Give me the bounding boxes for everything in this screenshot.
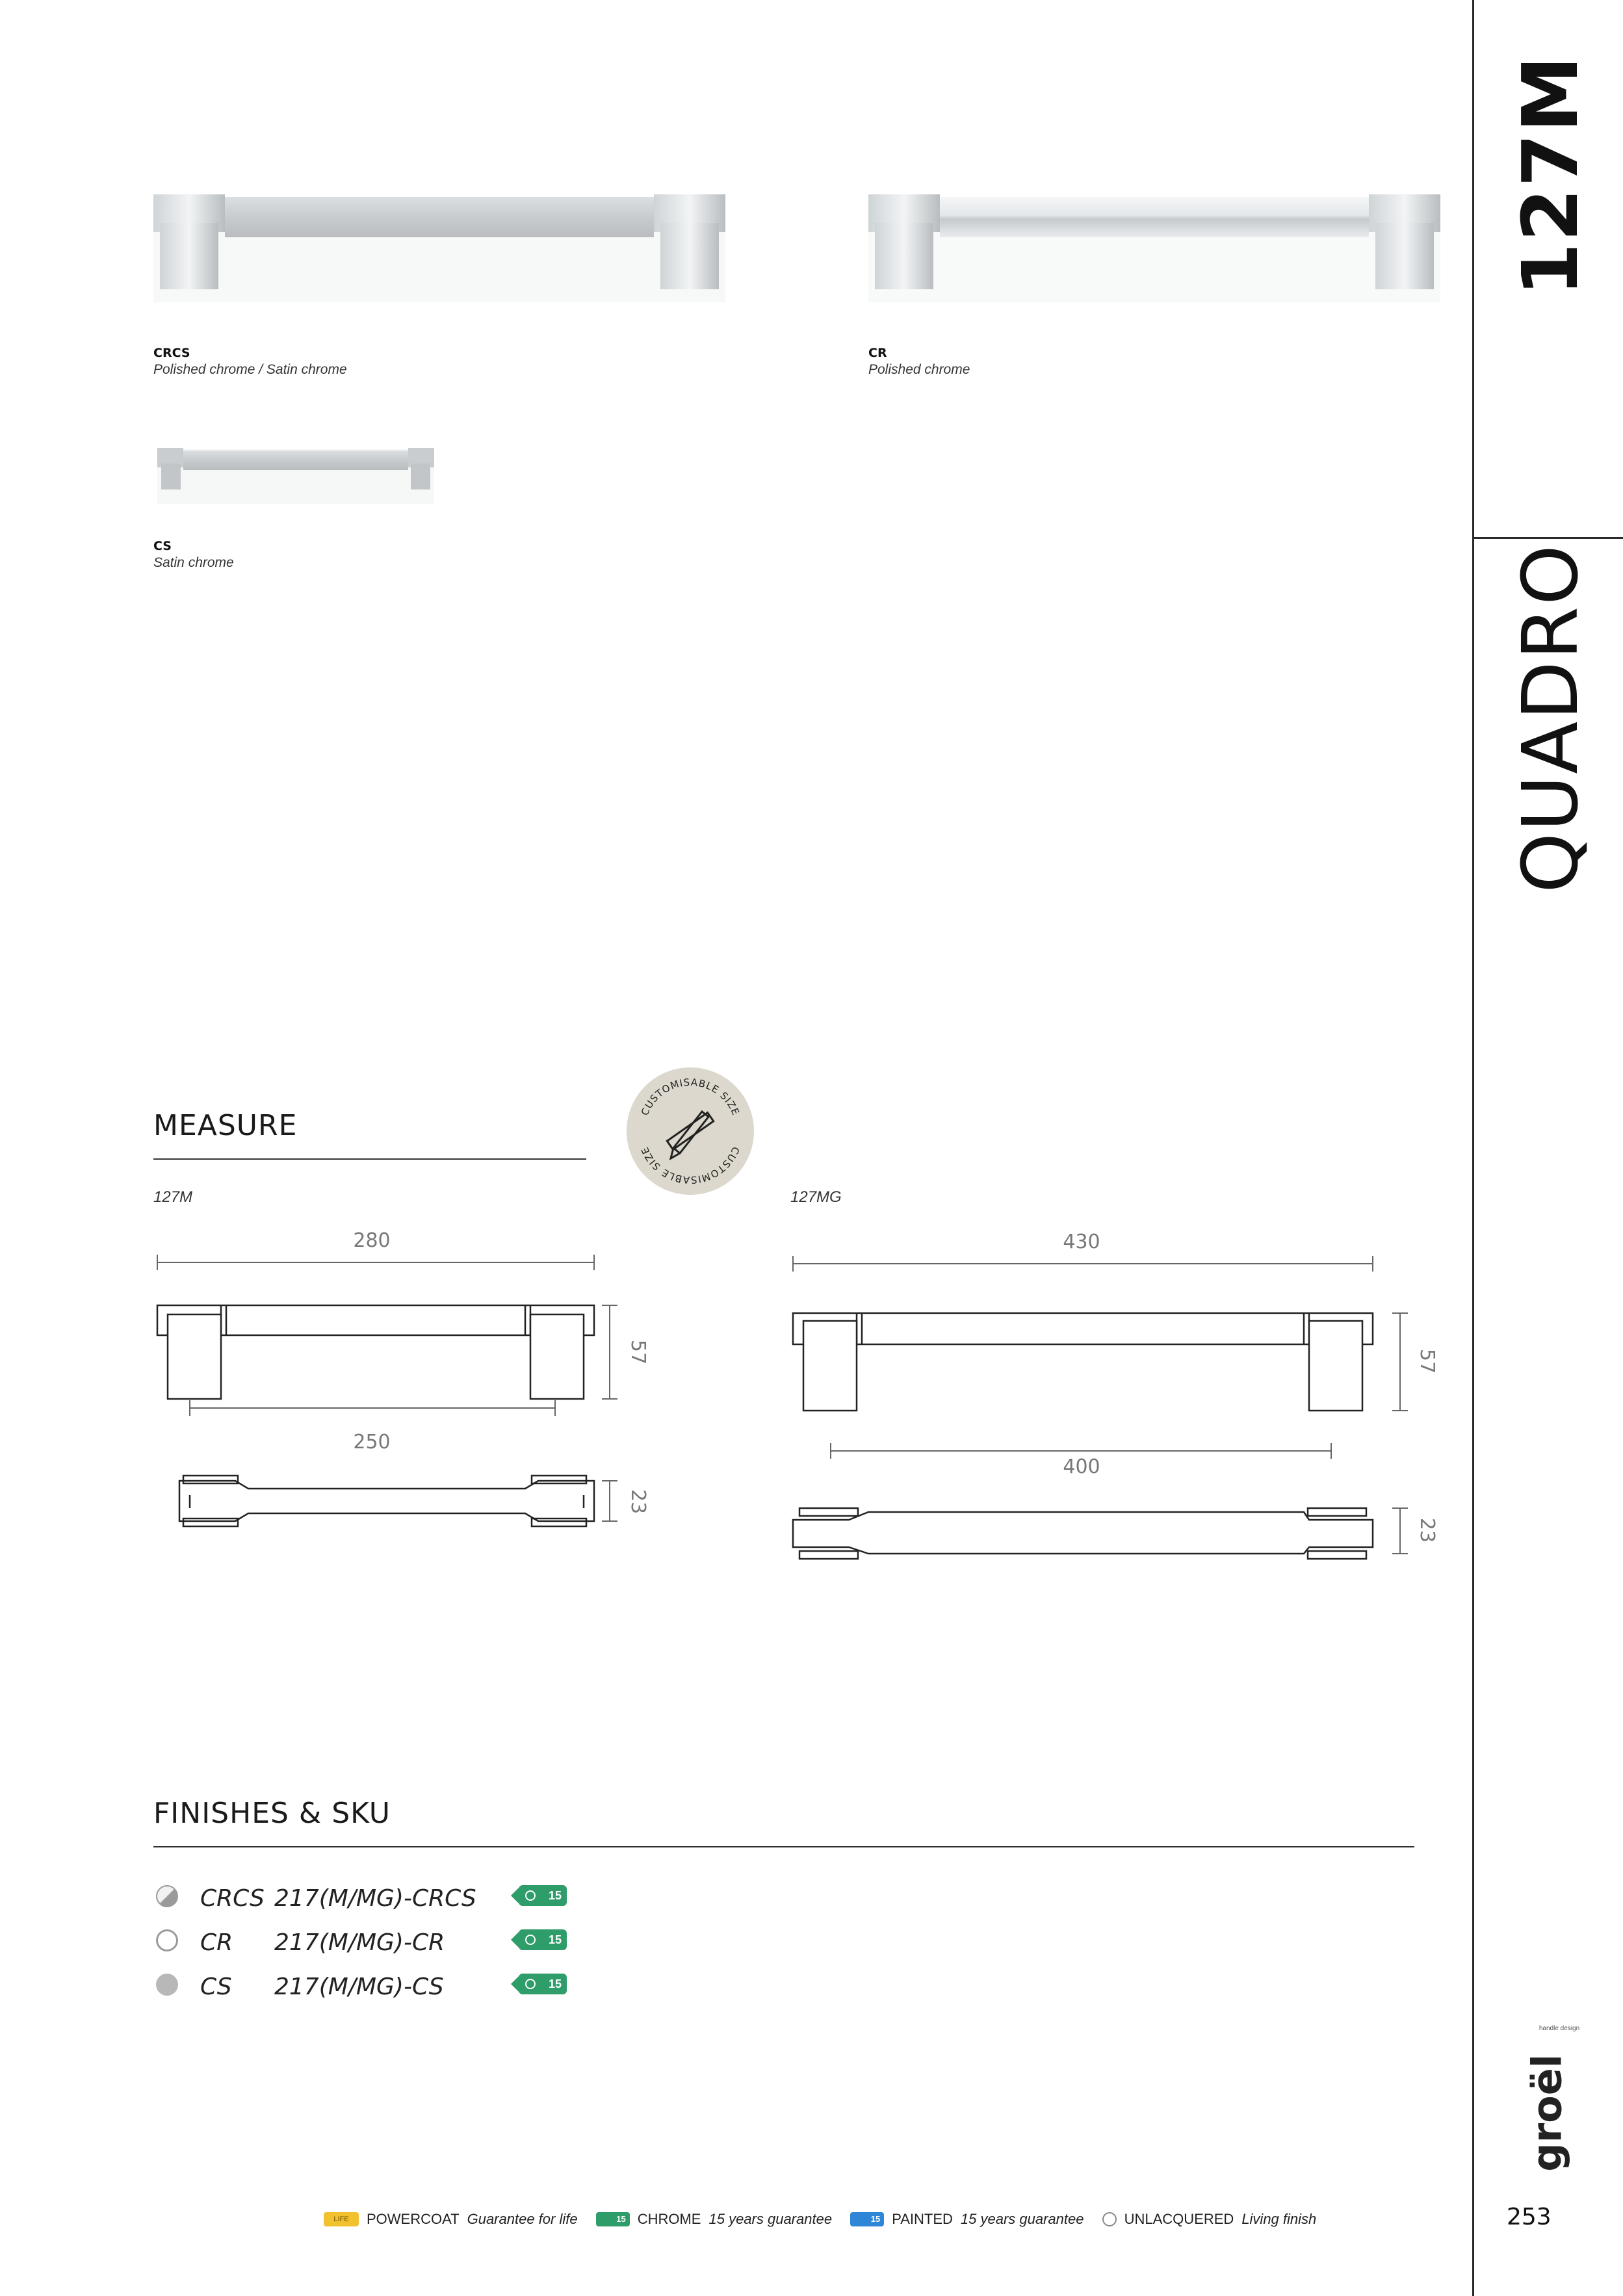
product-image-cr bbox=[868, 185, 1440, 302]
product-finish: Satin chrome bbox=[153, 555, 234, 570]
gear-icon bbox=[525, 1890, 536, 1901]
technical-drawing-127m bbox=[153, 1222, 660, 1537]
gear-icon bbox=[525, 1979, 536, 1989]
dim-depth-127mg: 23 bbox=[1416, 1517, 1438, 1543]
drawing-label-127m: 127M bbox=[153, 1188, 193, 1206]
measure-title: MEASURE bbox=[153, 1109, 298, 1142]
finish-sku: 217(M/MG)-CS bbox=[274, 1974, 444, 2000]
dim-centers-127mg: 400 bbox=[1063, 1455, 1100, 1478]
product-code: CRCS bbox=[153, 346, 190, 360]
product-image-crcs bbox=[153, 185, 725, 302]
dim-height-127mg: 57 bbox=[1416, 1348, 1438, 1374]
legend-note: Living finish bbox=[1241, 2211, 1317, 2228]
page-number: 253 bbox=[1507, 2204, 1552, 2230]
legend-note: Guarantee for life bbox=[467, 2211, 578, 2228]
brand-logo bbox=[1523, 2008, 1580, 2172]
product-caption-cr bbox=[868, 345, 970, 378]
product-finish: Polished chrome / Satin chrome bbox=[153, 362, 347, 377]
chrome-guarantee-badge: 15 bbox=[519, 1929, 567, 1950]
legend-note: 15 years guarantee bbox=[960, 2211, 1084, 2228]
customisable-size-badge bbox=[625, 1066, 755, 1199]
series-name: QUADRO bbox=[1505, 543, 1595, 893]
dim-height-127m: 57 bbox=[627, 1339, 649, 1365]
brand-tagline: handle design bbox=[1539, 2024, 1580, 2032]
dim-depth-127m: 23 bbox=[627, 1489, 649, 1515]
brand-wordmark: groël bbox=[1523, 2054, 1571, 2172]
drawing-label-127mg: 127MG bbox=[790, 1188, 842, 1206]
product-code: CR bbox=[868, 346, 887, 360]
swatch-cs bbox=[156, 1974, 178, 1996]
legend-label: POWERCOAT bbox=[367, 2211, 460, 2228]
finish-code: CRCS bbox=[200, 1885, 265, 1912]
dim-overall-127mg: 430 bbox=[1063, 1231, 1100, 1253]
legend-note: 15 years guarantee bbox=[708, 2211, 833, 2228]
dim-overall-127m: 280 bbox=[353, 1229, 391, 1252]
finish-row-cs bbox=[156, 1971, 598, 2003]
finish-code: CS bbox=[200, 1974, 232, 2000]
finish-code: CR bbox=[200, 1929, 233, 1956]
swatch-cr bbox=[156, 1929, 178, 1951]
finish-sku: 217(M/MG)-CRCS bbox=[274, 1885, 476, 1912]
guarantee-legend bbox=[324, 2210, 1331, 2230]
badge-text-top: CUSTOMISABLE SIZE bbox=[638, 1076, 742, 1117]
product-finish: Polished chrome bbox=[868, 362, 970, 377]
finishes-rule bbox=[153, 1846, 1414, 1847]
finishes-title: FINISHES & SKU bbox=[153, 1797, 391, 1830]
painted-icon: 15 bbox=[850, 2212, 884, 2226]
unlacquered-icon bbox=[1102, 2212, 1117, 2226]
legend-label: PAINTED bbox=[892, 2211, 953, 2228]
dim-centers-127m: 250 bbox=[353, 1431, 391, 1454]
swatch-crcs bbox=[156, 1885, 178, 1907]
legend-label: UNLACQUERED bbox=[1124, 2211, 1234, 2228]
right-rail-divider bbox=[1472, 0, 1474, 2296]
finish-row-crcs bbox=[156, 1883, 598, 1915]
badge-text-bottom: CUSTOMISABLE SIZE bbox=[638, 1145, 742, 1186]
powercoat-icon: LIFE bbox=[324, 2212, 359, 2226]
model-code: 127M bbox=[1505, 55, 1595, 296]
chrome-icon: 15 bbox=[596, 2212, 630, 2226]
gear-icon bbox=[525, 1935, 536, 1945]
chrome-guarantee-badge: 15 bbox=[519, 1974, 567, 1994]
legend-label: CHROME bbox=[637, 2211, 701, 2228]
technical-drawing-127mg bbox=[784, 1222, 1438, 1563]
chrome-guarantee-badge: 15 bbox=[519, 1885, 567, 1906]
product-caption-crcs bbox=[153, 345, 347, 378]
finish-row-cr bbox=[156, 1927, 598, 1959]
rail-separator bbox=[1474, 537, 1623, 539]
product-image-cs bbox=[157, 445, 434, 504]
product-caption-cs bbox=[153, 538, 234, 571]
product-code: CS bbox=[153, 539, 172, 553]
measure-rule bbox=[153, 1158, 586, 1160]
finish-sku: 217(M/MG)-CR bbox=[274, 1929, 445, 1956]
